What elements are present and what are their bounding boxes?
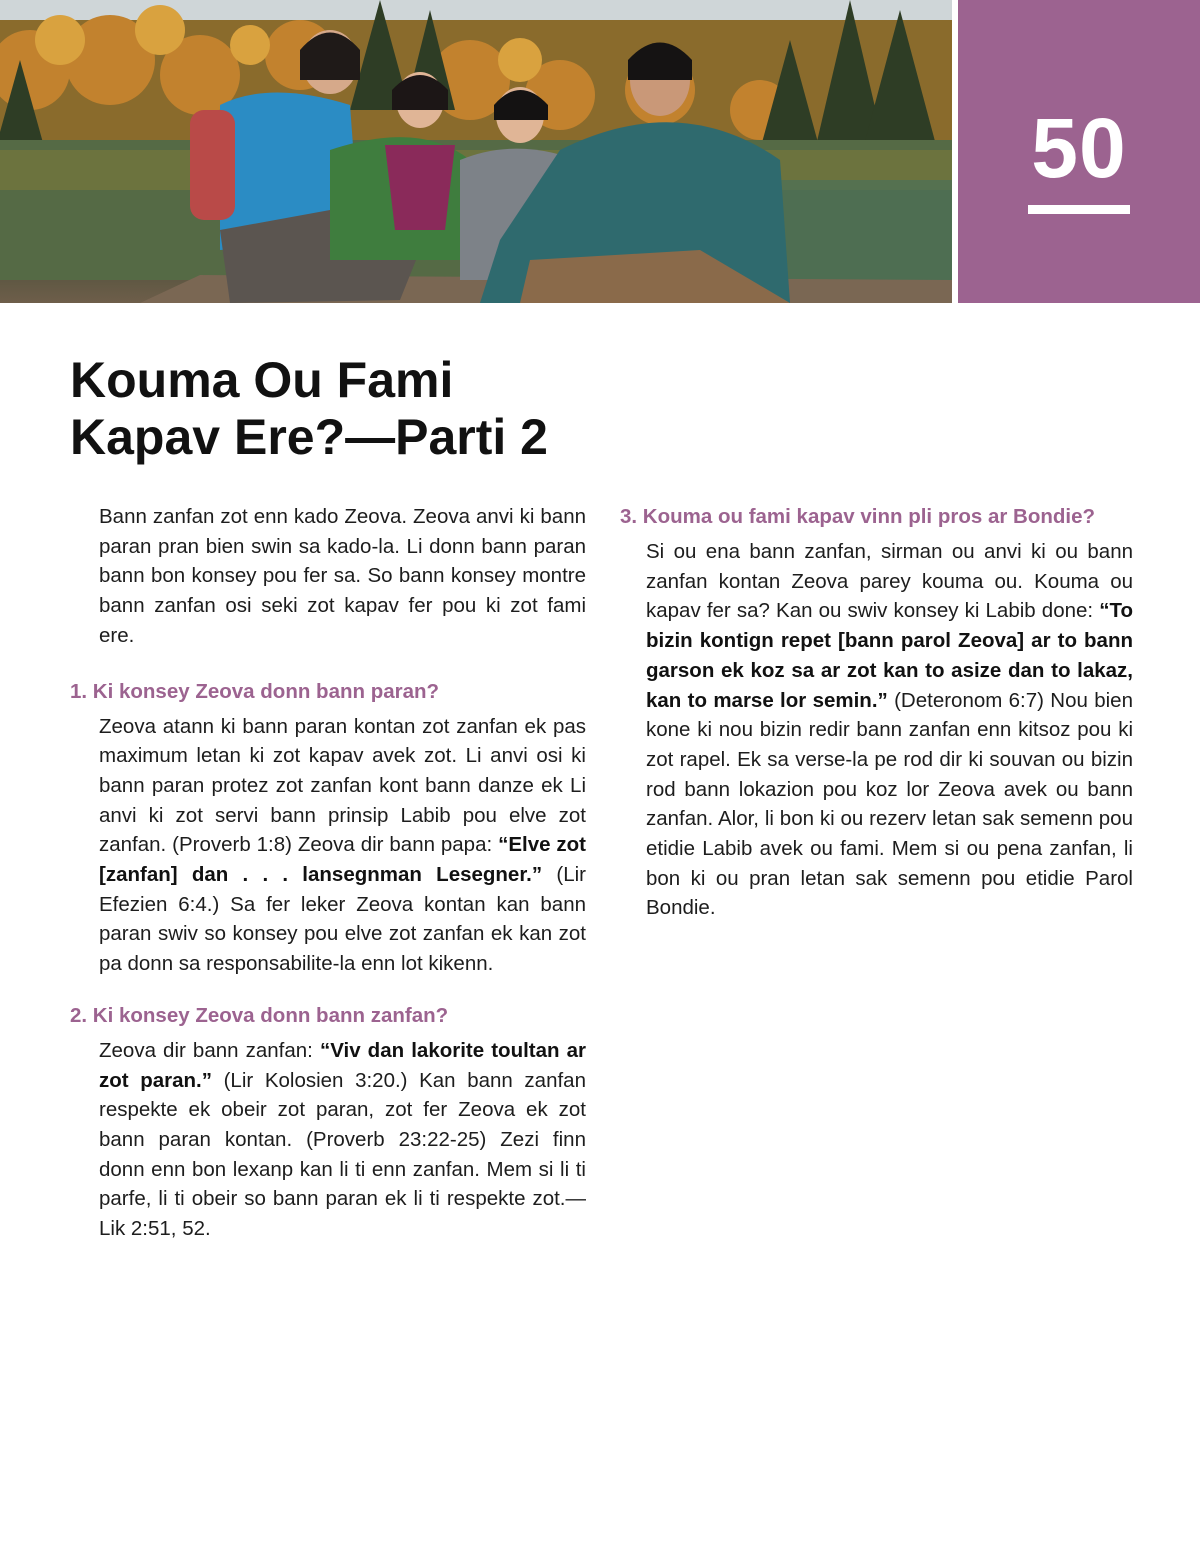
page-title bbox=[70, 352, 770, 466]
section-2-paragraph bbox=[99, 1036, 586, 1244]
section-2-quote: “Viv dan lakorite toultan ar zot paran.” bbox=[99, 1038, 587, 1092]
section-1-quote: “Elve zot [zanfan] dan . . . lansegnman Lesegner.” bbox=[99, 833, 586, 887]
section-3-paragraph bbox=[646, 537, 1133, 923]
page-title-line-2: Kapav Ere?—Parti 2 bbox=[70, 409, 548, 465]
intro-paragraph: Bann zanfan zot enn kado Zeova. Zeova anvi ki bann paran pran bien swin sa kado-la. Li donn bann paran bann bon konsey pou fer sa. So bann konsey montre bann zanfan osi seki zot kapav fer pou ki zot fami ere. bbox=[99, 505, 586, 647]
section-2-heading: 2. Ki konsey Zeova donn bann zanfan? bbox=[70, 1003, 449, 1027]
section-1-paragraph bbox=[99, 712, 586, 979]
section-3-text-b: (Deteronom 6:7) Nou bien kone ki nou bizin redir bann zanfan enn kitsoz pou ki zot rapel. Ek sa verse-la pe rod dir ki souvan ou bizin rod bann lokazion pou koz lor Zeova avek ou bann zanfan. Alor, li bon ki ou rezerv letan sak semenn pou etidie Labib avek ou fami. Mem si ou pena zanfan, li bon ki ou pran letan sak semenn pou etidie Parol Bondie. bbox=[646, 688, 1133, 920]
section-2-text-b: (Lir Kolosien 3:20.) Kan bann zanfan respekte ek obeir zot paran, zot fer Zeova ek zot bann paran kontan. (Proverb 23:22-25) Zezi finn donn enn bon lexanp kan li ti enn zanfan. Mem si li ti parfe, li ti obeir so bann paran ek li ti respekte zot.—Lik 2:51, 52. bbox=[99, 1068, 586, 1241]
lesson-number-block bbox=[958, 0, 1200, 303]
section-2-text-a: Zeova dir bann zanfan: bbox=[99, 1038, 320, 1062]
family-photo-illustration bbox=[0, 0, 952, 303]
page-title-line-1: Kouma Ou Fami bbox=[70, 352, 454, 408]
left-column bbox=[70, 502, 586, 1244]
section-3-text-a: Si ou ena bann zanfan, sirman ou anvi ki ou bann zanfan kontan Zeova parey kouma ou. Kouma ou kapav fer sa? Kan ou swiv konsey ki Labib done: bbox=[646, 540, 1133, 623]
lesson-number-underline bbox=[1028, 205, 1130, 214]
section-1-text-a: Zeova atann ki bann paran kontan zot zanfan ek pas maximum letan ki zot kapav avek zot. Li anvi osi ki bann paran protez zot zanfan kont bann danze ek Li anvi ki zot servi bann prinsip Labib pou elve zot zanfan. (Proverb 1:8) Zeova dir bann papa: bbox=[99, 714, 586, 857]
section-1-text-b: (Lir Efezien 6:4.) Sa fer leker Zeova kontan kan bann paran swiv so konsey pou elve zot zanfan ek kan zot pa donn sa responsabilite-la enn lot kikenn. bbox=[99, 863, 586, 976]
right-column bbox=[620, 502, 1133, 923]
section-3-heading: 3. Kouma ou fami kapav vinn pli pros ar Bondie? bbox=[620, 505, 1096, 528]
section-1-heading: 1. Ki konsey Zeova donn bann paran? bbox=[70, 679, 440, 703]
section-3-quote: “To bizin kontign repet [bann parol Zeova] ar to bann garson ek koz sa ar zot kan to asize dan to lakaz, kan to marse lor semin.” bbox=[646, 599, 1133, 712]
lesson-number: 50 bbox=[1031, 101, 1127, 195]
family-photo bbox=[0, 0, 952, 303]
